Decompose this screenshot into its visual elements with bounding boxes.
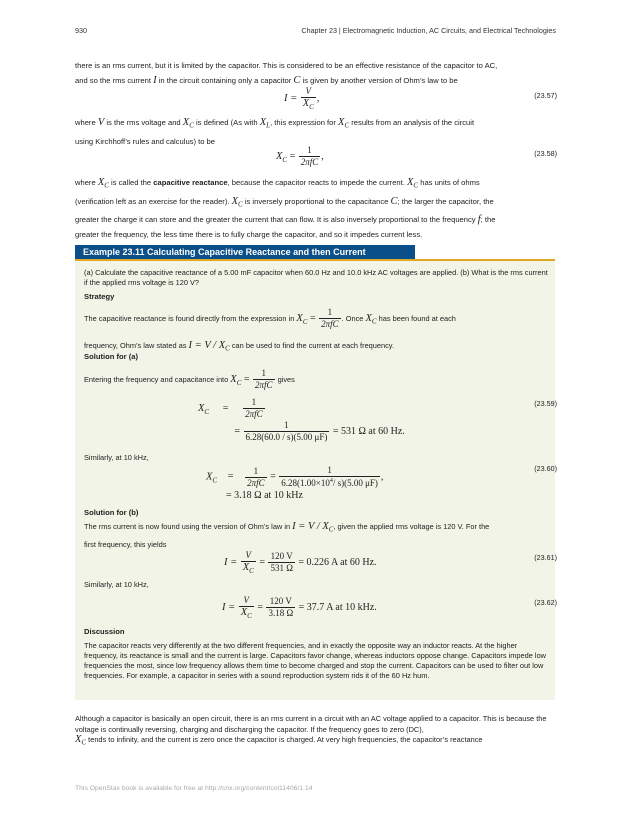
equation-number: (23.57) bbox=[534, 91, 557, 100]
page-number: 930 bbox=[75, 26, 87, 35]
strategy-text: The capacitive reactance is found directly from the expression in $X_C$ = $\frac{1}{\text{2πfC}}$ . Once $X_C$ has been found at each frequency, Ohm’s law stated as $I = V / X_C$ can be used to find the current at each frequency. bbox=[84, 307, 456, 353]
example-title-rule bbox=[75, 259, 555, 261]
page-header bbox=[75, 26, 556, 38]
equation-23-60-line-2: = 3.18 Ω at 10 kHz bbox=[226, 490, 303, 501]
equation-23-59-line-1: $X_C$ = $\frac{1}{\text{2πfC}}$ bbox=[198, 397, 263, 419]
where-paragraph-1: where V is the rms voltage and $X_C$ is defined (As with $X_L$, this expression for $X_C$ results from an analysis of the circuit using Kirchhoff’s rules and calculus) to be bbox=[75, 117, 475, 146]
equation-23-62: I = $\frac{V}{X_C}$ = $\frac{120 V}{3.18 \Omega}$ = 37.7 A at 10 kHz. bbox=[222, 595, 377, 620]
solution-b-text: The rms current is now found using the version of Ohm’s law in $I = V / X_C$, given the applied rms voltage is 120 V. For the first frequency, this yields bbox=[84, 521, 490, 550]
where-paragraph-2: where $X_C$ is called the capacitive reactance, because the capacitor reacts to impede the current. $X_C$ has units of ohms (verification left as an exercise for the reader). $X_C$ is inversely proportional to the capacitance C; the larger the capacitor, the greater the charge it can store and the greater the current that can flow. It is also inversely proportional to the frequency f; the greater the frequency, the less time there is to fully charge the capacitor, and so it impedes current less. bbox=[75, 177, 496, 240]
strategy-heading: Strategy bbox=[84, 292, 115, 301]
equation-number: (23.58) bbox=[534, 149, 557, 158]
similarly-text-2: Similarly, at 10 kHz, bbox=[84, 580, 149, 589]
solution-a-text: Entering the frequency and capacitance into $X_C$ = $\frac{1}{\text{2πfC}}$ gives bbox=[84, 368, 295, 390]
closing-paragraph: Although a capacitor is basically an open circuit, there is an rms current in a circuit with an AC voltage applied to a capacitor. This is because the voltage is continually reversing, charging and discharging the capacitor. If the frequency goes to zero (DC), $X_C$ tends to infinity, and the current is zero once the capacitor is charged. At very high frequencies, the capacitor’s reactance bbox=[75, 714, 547, 747]
example-title: Example 23.11 Calculating Capacitive Reactance and then Current bbox=[75, 245, 415, 259]
equation-number: (23.59) bbox=[534, 399, 557, 408]
discussion-heading: Discussion bbox=[84, 627, 125, 636]
equation-number: (23.62) bbox=[534, 598, 557, 607]
similarly-text-1: Similarly, at 10 kHz, bbox=[84, 453, 149, 462]
solution-b-heading: Solution for (b) bbox=[84, 508, 139, 517]
discussion-text: The capacitor reacts very differently at the two different frequencies, and in exactly the opposite way an inductor reacts. At the higher frequency, its reactance is small and the current is large. Capacitors favor change, whereas inductors oppose change. Capacitors impede low frequencies the most, since low frequency allows them time to become charged and stop the current. Capacitors can be used to filter out low frequencies. For example, a capacitor in series with a sound reproduction system rids it of the 60 Hz hum. bbox=[84, 641, 547, 680]
equation-23-57: I = $\frac{V}{X_C}$ , bbox=[284, 86, 320, 111]
equation-23-58: $X_C$ = $\frac{1}{\text{2πfC}}$ , bbox=[276, 145, 324, 167]
equation-number: (23.61) bbox=[534, 553, 557, 562]
equation-number: (23.60) bbox=[534, 464, 557, 473]
chapter-title: Chapter 23 | Electromagnetic Induction, AC Circuits, and Electrical Technologies bbox=[301, 26, 556, 35]
page-footer: This OpenStax book is available for free at http://cnx.org/content/col11406/1.14 bbox=[75, 785, 313, 792]
equation-23-61: I = $\frac{V}{X_C}$ = $\frac{120 V}{531 \Omega}$ = 0.226 A at 60 Hz. bbox=[224, 550, 377, 575]
example-problem: (a) Calculate the capacitive reactance of a 5.00 mF capacitor when 60.0 Hz and 10.0 kHz AC voltages are applied. (b) What is the rms current if the applied rms voltage is 120 V? bbox=[84, 268, 548, 287]
solution-a-heading: Solution for (a) bbox=[84, 352, 138, 361]
equation-23-59-line-2: = $\frac{1}{6.28(60.0 / s)(5.00 \mu F)}$ = 531 Ω at 60 Hz. bbox=[234, 420, 405, 442]
intro-paragraph: there is an rms current, but it is limited by the capacitor. This is considered to be an effective resistance of the capacitor to AC, and so the rms current I in the circuit containing only a capacitor C is given by another version of Ohm’s law to be bbox=[75, 61, 498, 86]
equation-23-60-line-1: $X_C$ = $\frac{1}{\text{2πfC}}$ = $\frac{1}{6.28(1.00\times 10^4/ s)(5.00 \mu F)}$ , bbox=[206, 465, 384, 488]
